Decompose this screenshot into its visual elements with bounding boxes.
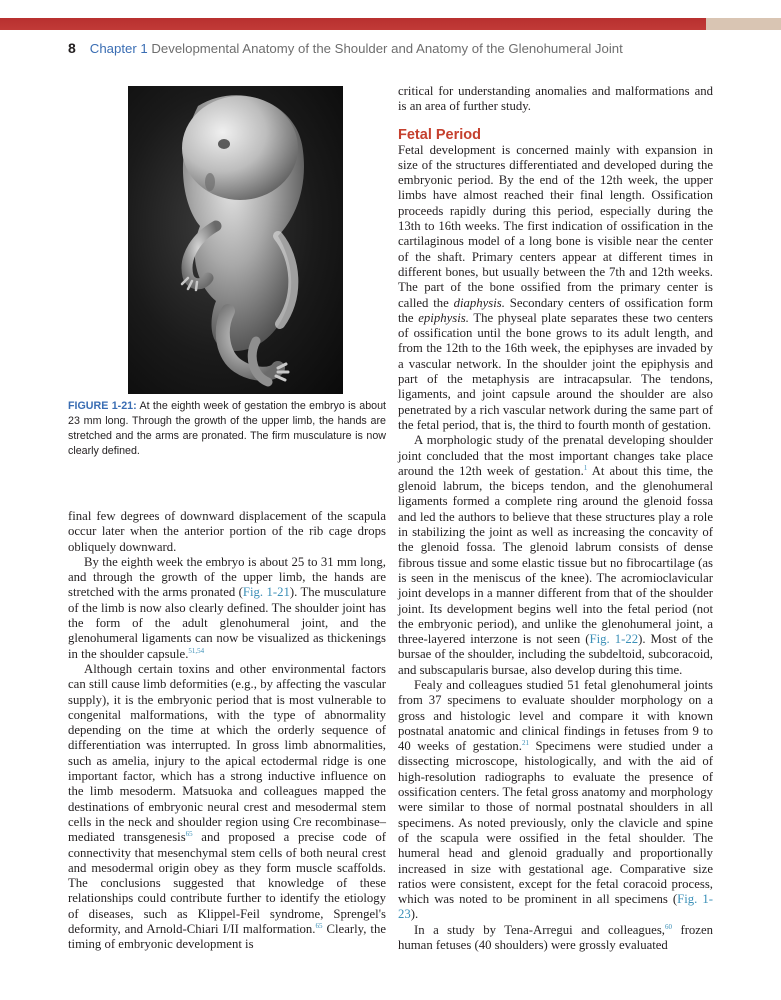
reference-marker[interactable]: 60 bbox=[665, 922, 672, 931]
text-run: Fetal development is concerned mainly with expansion in size of the structures differentiated and developed during the embryonic period. By the end of the 12th week, the upper limbs have almost reached their final length. Ossification proceeds rapidly during this period, especially during the 13th to 16th weeks. The first indication of ossification in the cartilaginous model of a long bone is visible near the center of the shaft. Primary centers appear at different times in different bones, but usually between the 7th and 12th weeks. The part of the bone ossified from the primary center is called the bbox=[398, 142, 713, 310]
text-run: ). The musculature of the limb is now also clearly defined. The shoulder joint has the form of the adult glenohumeral joint, and the glenohumeral ligaments can now be visualized as thickenings in the shoulder capsule. bbox=[68, 585, 386, 661]
text-run: In a study by Tena-Arregui and colleagues, bbox=[414, 922, 665, 937]
text-run: By the eighth week the embryo is about 25 to 31 mm long, and through the growth of the upper limb, the hands are stretched with the arms pronated ( bbox=[68, 554, 386, 600]
figure-caption bbox=[68, 399, 386, 459]
text-run: ). Most of the bursae of the shoulder, including the subdeltoid, subcoracoid, and subscapularis bursae, also develop during this time. bbox=[398, 632, 713, 677]
figure-link[interactable]: Fig. 1-22 bbox=[589, 632, 639, 647]
text-run: At about this time, the glenoid labrum, the biceps tendon, and the glenohumeral ligaments formed a complete ring around the glenoid fossa and led the authors to believe that these structures play a role in stabilizing the joint as well as increasing the concavity of the glenoid fossa. The glenoid labrum consists of dense fibrous tissue and some elastic tissue but no fibrocartilage (as is seen in the meniscus of the knee). The acromioclavicular joint develops in a manner different from that of the shoulder joint. Its development begins well into the fetal period (not the embryonic period), and unlike the glenohumeral joint, a three-layered interzone is not seen ( bbox=[398, 463, 713, 647]
paragraph bbox=[68, 662, 386, 953]
paragraph bbox=[398, 433, 713, 678]
chapter-label: Chapter 1 bbox=[89, 41, 148, 56]
figure-caption-text: At the eighth week of gestation the embryo is about 23 mm long. Through the growth of the upper limb, the hands are stretched and the arms are pronated. The firm musculature is now clearly defined. bbox=[68, 400, 386, 457]
text-run: critical for understanding anomalies and malformations and is an area of further study. bbox=[398, 84, 713, 114]
text-run: and proposed a precise code of connectivity that mesenchymal stem cells of both neural crest and mesodermal origin obey as they form muscle scaffolds. The conclusions suggested that knowledge of these relationships could contribute further to identify the etiology of diseases, such as Klippel-Feil syndrome, Sprengel's deformity, and Arnold-Chiari I/II malformation. bbox=[68, 830, 386, 937]
text-run: Clearly, the timing of embryonic development is bbox=[68, 922, 386, 952]
reference-marker[interactable]: 65 bbox=[185, 830, 193, 839]
italic-term: diaphysis. bbox=[453, 295, 505, 310]
text-run: ). bbox=[410, 907, 419, 922]
text-run: Fealy and colleagues studied 51 fetal glenohumeral joints from 37 specimens to evaluate shoulder morphology on a gross and histologic level and compare it with known postnatal anatomic and clinical findings in fetuses from 9 to 40 weeks of gestation. bbox=[398, 677, 713, 754]
text-run: Although certain toxins and other environmental factors can still cause limb deformities (e.g., by affecting the vascular supply), it is the embryonic period that is most vulnerable to congenital malformations, with the type of abnormality depending on the time at which the orderly sequence of differentiation was interrupted. In gross limb abnormalities, such as amelia, injury to the apical ectodermal ridge is one important factor, which has a strong inductive influence on the limb mesoderm. Matsuoka and colleagues mapped the destinations of embryonic neural crest and mesodermal stem cells in the neck and shoulder region using Cre recombinase–mediated transgenesis bbox=[68, 661, 386, 845]
running-header bbox=[68, 40, 623, 56]
left-column bbox=[68, 509, 386, 953]
text-run: Specimens were studied under a dissecting microscope, histologically, and with the aid of high-resolution radiographs to evaluate the presence of ossification centers. The fetal gross anatomy and morphology were similar to those of normal postnatal shoulders in all specimens. As noted previously, only the clavicle and spine of the scapula were ossified in the fetal shoulder. The humeral head and glenoid gradually and proportionally increased in size with gestational age. Comparative size ratios were consistent, except for the fetal coracoid process, which was noted to be prominent in all specimens ( bbox=[398, 739, 714, 907]
right-column bbox=[398, 84, 713, 953]
page-number: 8 bbox=[68, 40, 76, 56]
paragraph bbox=[68, 509, 386, 555]
figure-link[interactable]: Fig. 1-21 bbox=[242, 585, 290, 600]
paragraph bbox=[68, 555, 386, 662]
top-color-band bbox=[0, 0, 781, 30]
text-run: frozen human fetuses (40 shoulders) were grossly evaluated bbox=[398, 922, 714, 953]
text-run: final few degrees of downward displacement of the scapula occur later when the anterior portion of the rib cage drops obliquely downward. bbox=[68, 509, 386, 554]
top-band-cap bbox=[706, 18, 781, 30]
italic-term: epiphysis. bbox=[418, 310, 469, 325]
reference-marker[interactable]: 65 bbox=[315, 922, 323, 931]
text-run: Secondary centers of ossification form the bbox=[398, 295, 713, 325]
figure-link[interactable]: Fig. 1-23 bbox=[398, 892, 713, 922]
text-run: A morphologic study of the prenatal developing shoulder joint concluded that the most important changes take place around the 12th week of gestation. bbox=[398, 433, 713, 478]
reference-marker[interactable]: 21 bbox=[521, 739, 529, 748]
text-run: The physeal plate separates these two centers of ossification until the bone grows to its adult length, and from the 12th to the 16th week, the epiphyses are invaded by a vascular network. In the shoulder joint the epiphysis and part of the metaphysis are intracapsular. The tendons, ligaments, and joint capsule around the shoulder are also penetrated by a rich vascular network during the same part of the fetal period, that is, the third to fourth month of gestation. bbox=[398, 310, 714, 432]
paragraph bbox=[398, 923, 713, 954]
chapter-title: Developmental Anatomy of the Shoulder and Anatomy of the Glenohumeral Joint bbox=[151, 41, 623, 56]
paragraph bbox=[398, 84, 713, 115]
reference-marker[interactable]: 1 bbox=[583, 463, 588, 472]
paragraph bbox=[398, 678, 713, 923]
embryo-illustration bbox=[128, 86, 343, 394]
embryo-photograph bbox=[128, 86, 343, 394]
reference-marker[interactable]: 51,54 bbox=[188, 646, 205, 655]
paragraph bbox=[398, 143, 713, 434]
figure-label: FIGURE 1-21: bbox=[68, 400, 137, 412]
section-heading: Fetal Period bbox=[398, 126, 481, 143]
